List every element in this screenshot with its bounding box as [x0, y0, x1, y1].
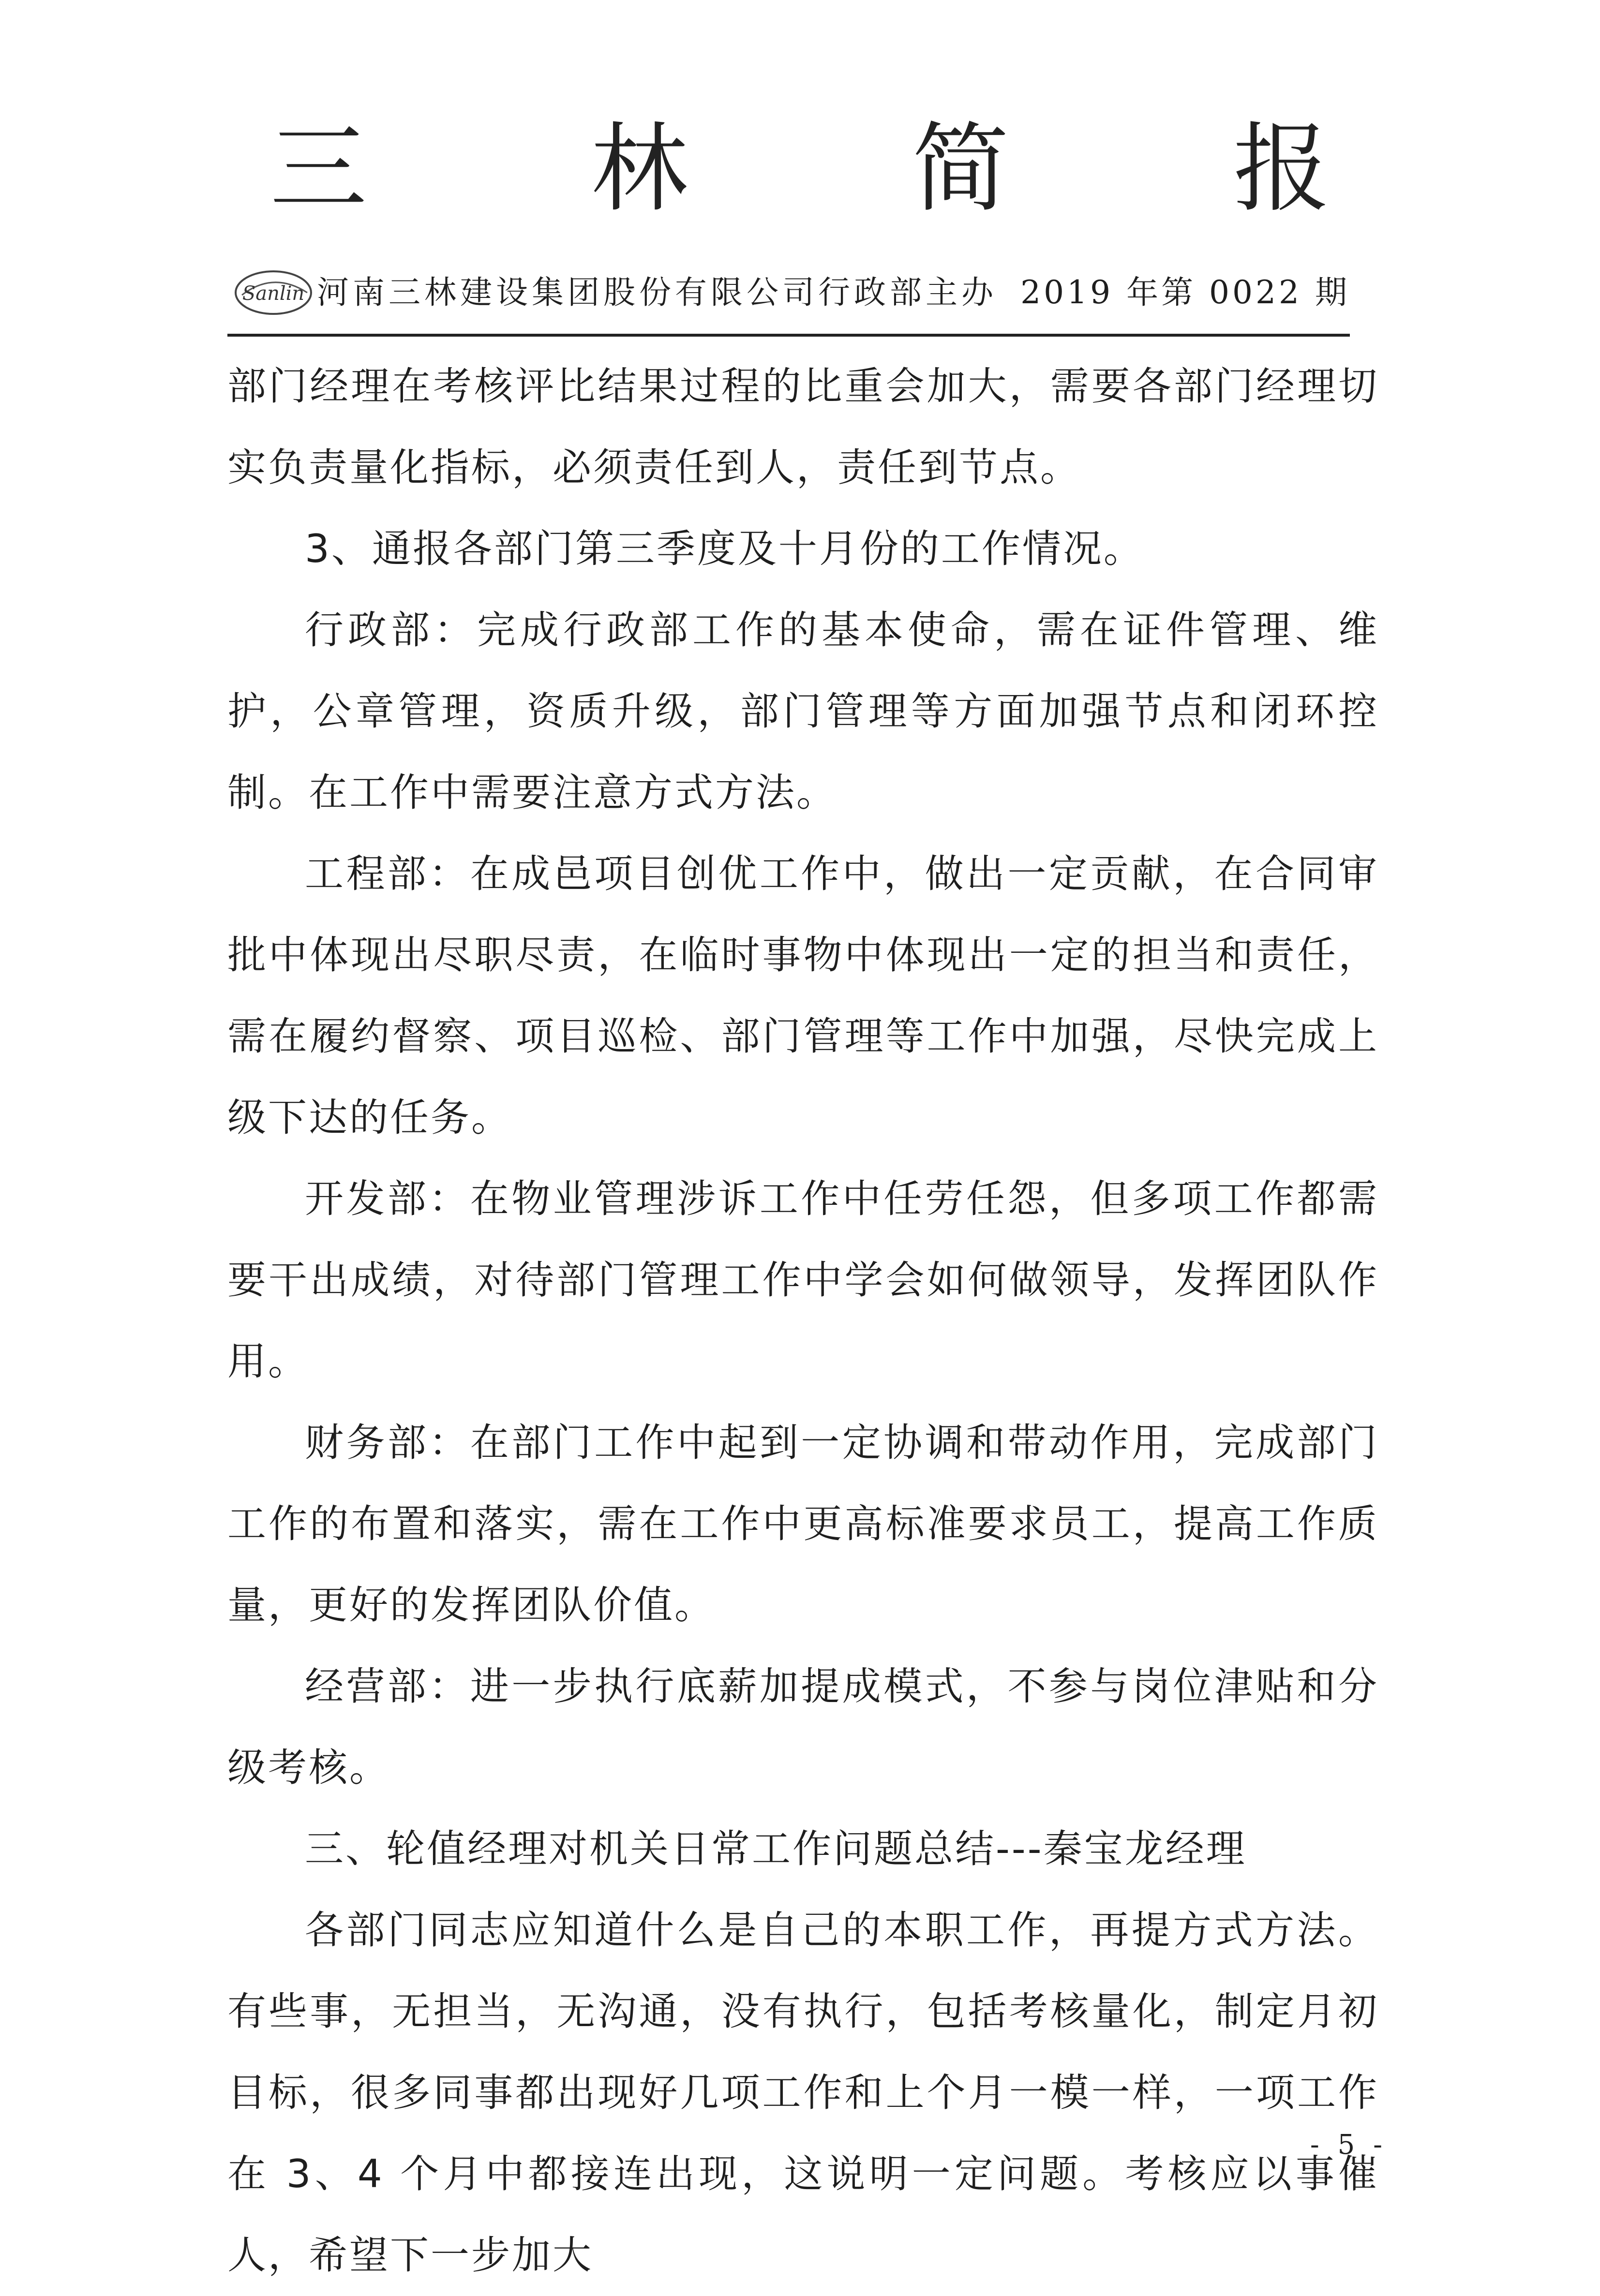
publisher: 河南三林建设集团股份有限公司行政部主办 — [317, 274, 997, 311]
paragraph: 经营部：进一步执行底薪加提成模式，不参与岗位津贴和分级考核。 — [227, 1664, 1379, 1790]
paragraph: 开发部：在物业管理涉诉工作中任劳任怨，但多项工作都需要干出成绩，对待部门管理工作中学会如何做领导，发挥团队作用。 — [227, 1176, 1379, 1384]
publication-header — [227, 266, 1350, 319]
paragraph: 财务部：在部门工作中起到一定协调和带动作用，完成部门工作的布置和落实，需在工作中更高标准要求员工，提高工作质量，更好的发挥团队价值。 — [227, 1420, 1379, 1628]
page-number: - 5 - — [1310, 2129, 1387, 2161]
paragraph: 工程部：在成邑项目创优工作中，做出一定贡献，在合同审批中体现出尽职尽责，在临时事物中体现出一定的担当和责任，需在履约督察、项目巡检、部门管理等工作中加强，尽快完成上级下达的任务。 — [227, 851, 1379, 1140]
issue-number: 2019 年第 0022 期 — [1020, 274, 1350, 311]
paragraph: 3、通报各部门第三季度及十月份的工作情况。 — [305, 526, 1144, 571]
header-divider — [227, 334, 1350, 337]
section-heading: 三、轮值经理对机关日常工作问题总结---秦宝龙经理 — [305, 1826, 1247, 1871]
logo-text: Sanlin — [242, 282, 305, 305]
article-body — [227, 346, 1379, 2296]
company-logo — [227, 266, 319, 319]
paragraph: 部门经理在考核评比结果过程的比重会加大，需要各部门经理切实负责量化指标，必须责任到人，责任到节点。 — [227, 364, 1379, 490]
paragraph: 各部门同志应知道什么是自己的本职工作，再提方式方法。有些事，无担当，无沟通，没有执行，包括考核量化，制定月初目标，很多同事都出现好几项工作和上个月一模一样，一项工作在 3、4 个月中都接连出现，这说明一定问题。考核应以事催人，希望下一步加大 — [227, 1908, 1379, 2278]
paragraph: 行政部：完成行政部工作的基本使命，需在证件管理、维护，公章管理，资质升级，部门管理等方面加强节点和闭环控制。在工作中需要注意方式方法。 — [227, 607, 1379, 815]
masthead-title: 三 林 简 报 — [270, 113, 1427, 225]
